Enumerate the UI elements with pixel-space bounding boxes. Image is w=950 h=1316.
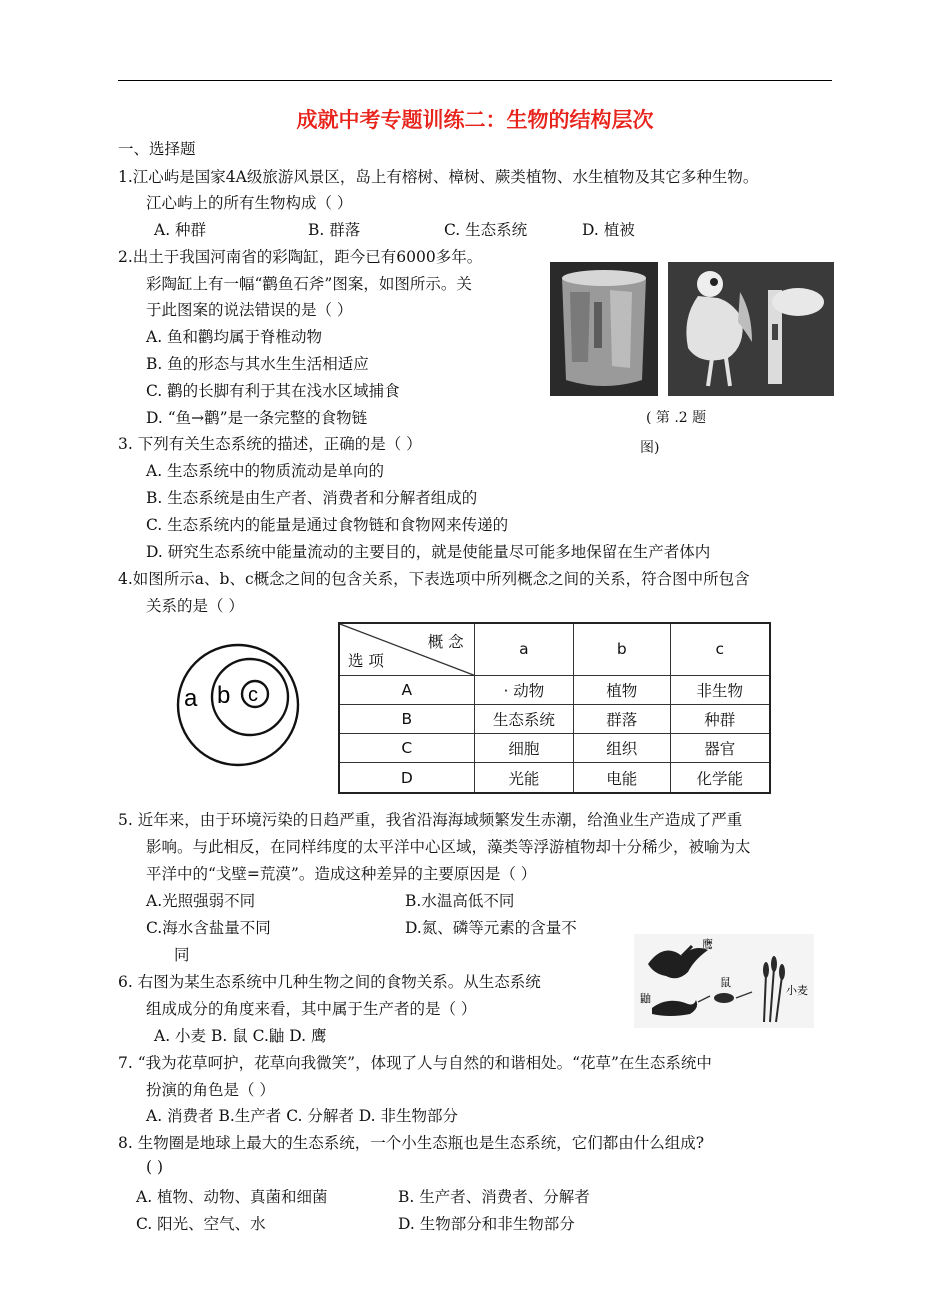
q2-option-d: D. “鱼→鹳”是一条完整的食物链 — [146, 409, 368, 427]
header-rule — [118, 80, 832, 81]
section-heading: 一、选择题 — [118, 140, 196, 158]
q5-option-c: C.海水含盐量不同 — [146, 919, 271, 937]
pottery-jar-photo — [550, 262, 658, 396]
q2-figure-caption: ( 第 .2 题 — [646, 410, 707, 426]
stork-fish-axe-photo — [668, 262, 834, 396]
q2-option-c: C. 鹳的长脚有利于其在浅水区域捕食 — [146, 382, 400, 400]
cell-b: 群落 — [574, 704, 670, 733]
q6-options: A. 小麦 B. 鼠 C.鼬 D. 鹰 — [154, 1027, 327, 1045]
food-chain-figure — [634, 934, 814, 1028]
q2-stem-3: 于此图案的说法错误的是（ ） — [146, 301, 353, 319]
q1-stem: 1.江心屿是国家4A级旅游风景区，岛上有榕树、樟树、蕨类植物、水生植物及其它多种生物。 — [118, 168, 759, 186]
concept-circles-diagram — [172, 616, 304, 792]
row-option: D — [339, 763, 474, 793]
table-row — [339, 675, 770, 704]
header-option: 选 项 — [348, 651, 384, 670]
q2-option-a: A. 鱼和鹳均属于脊椎动物 — [146, 328, 323, 346]
header-col-c: c — [670, 623, 770, 675]
q3-option-a: A. 生态系统中的物质流动是单向的 — [146, 462, 385, 480]
q8-option-c: C. 阳光、空气、水 — [136, 1215, 266, 1233]
cell-a: · 动物 — [474, 675, 573, 704]
eagle-label: 鹰 — [702, 938, 713, 951]
cell-b: 电能 — [574, 763, 670, 793]
q8-option-b: B. 生产者、消费者、分解者 — [398, 1188, 590, 1206]
q3-option-c: C. 生态系统内的能量是通过食物链和食物网来传递的 — [146, 516, 509, 534]
header-col-a: a — [474, 623, 573, 675]
page-title: 成就中考专题训练二：生物的结构层次 — [296, 108, 654, 132]
q8-option-d: D. 生物部分和非生物部分 — [398, 1215, 575, 1233]
circle-a-label: a — [184, 685, 198, 712]
q2-stem-2: 彩陶缸上有一幅“鹳鱼石斧”图案，如图所示。关 — [146, 275, 472, 293]
row-option: B — [339, 704, 474, 733]
q5-option-d: D.氮、磷等元素的含量不 — [405, 919, 577, 937]
q7-options: A. 消费者 B.生产者 C. 分解者 D. 非生物部分 — [146, 1107, 459, 1125]
table-row — [339, 763, 770, 793]
q1-option-b: B. 群落 — [308, 221, 361, 239]
circle-b-label: b — [217, 682, 231, 709]
q3-option-d: D. 研究生态系统中能量流动的主要目的，就是使能量尽可能多地保留在生产者体内 — [146, 543, 711, 561]
q8-stem: 8. 生物圈是地球上最大的生态系统，一个小生态瓶也是生态系统，它们都由什么组成? — [118, 1134, 705, 1152]
q3-stem: 3. 下列有关生态系统的描述，正确的是（ ） — [118, 435, 422, 453]
q2-option-b: B. 鱼的形态与其水生生活相适应 — [146, 355, 369, 373]
cell-b: 植物 — [574, 675, 670, 704]
q5-option-d-cont: 同 — [174, 946, 190, 964]
q1-option-d: D. 植被 — [582, 221, 635, 239]
row-option: A — [339, 675, 474, 704]
q2-stem: 2.出土于我国河南省的彩陶缸，距今已有6000多年。 — [118, 248, 483, 266]
q1-option-c: C. 生态系统 — [444, 221, 528, 239]
weasel-label: 鼬 — [640, 992, 651, 1005]
q6-stem: 6. 右图为某生态系统中几种生物之间的食物关系。从生态系统 — [118, 973, 541, 991]
q5-stem-3: 平洋中的“戈壁=荒漠”。造成这种差异的主要原因是（ ） — [146, 865, 537, 883]
table-row — [339, 704, 770, 733]
q5-stem: 5. 近年来，由于环境污染的日趋严重，我省沿海海域频繁发生赤潮，给渔业生产造成了严重 — [118, 811, 743, 829]
cell-c: 非生物 — [670, 675, 770, 704]
q8-option-a: A. 植物、动物、真菌和细菌 — [136, 1188, 328, 1206]
q2-figure-caption-2: 图) — [640, 440, 660, 456]
cell-b: 组织 — [574, 734, 670, 763]
header-col-b: b — [574, 623, 670, 675]
q3-option-b: B. 生态系统是由生产者、消费者和分解者组成的 — [146, 489, 478, 507]
q5-stem-2: 影响。与此相反，在同样纬度的太平洋中心区域，藻类等浮游植物却十分稀少，被喻为太 — [146, 838, 751, 856]
mouse-icon — [714, 993, 734, 1003]
cell-a: 细胞 — [474, 734, 573, 763]
cell-a: 生态系统 — [474, 704, 573, 733]
q7-stem-2: 扮演的角色是（ ） — [146, 1081, 275, 1099]
cell-c: 化学能 — [670, 763, 770, 793]
q1-stem-2: 江心屿上的所有生物构成（ ） — [146, 194, 353, 212]
circle-c-label: c — [248, 684, 258, 706]
cell-c: 器官 — [670, 734, 770, 763]
cell-a: 光能 — [474, 763, 573, 793]
q1-option-a: A. 种群 — [154, 221, 207, 239]
header-concept: 概 念 — [427, 633, 464, 651]
table-diagonal-header — [339, 623, 474, 675]
q4-stem: 4.如图所示a、b、c概念之间的包含关系，下表选项中所列概念之间的关系，符合图中所包含 — [118, 570, 750, 588]
row-option: C — [339, 734, 474, 763]
table-row — [339, 734, 770, 763]
cell-c: 种群 — [670, 704, 770, 733]
q6-stem-2: 组成成分的角度来看，其中属于生产者的是（ ） — [146, 1000, 477, 1018]
mouse-label: 鼠 — [720, 976, 731, 989]
concept-options-table — [338, 622, 771, 794]
q5-option-b: B.水温高低不同 — [405, 892, 515, 910]
q4-stem-2: 关系的是（ ） — [146, 597, 244, 615]
q7-stem: 7. “我为花草呵护，花草向我微笑”，体现了人与自然的和谐相处。“花草”在生态系统中 — [118, 1054, 712, 1072]
q8-stem-2: ( ) — [146, 1158, 164, 1176]
q5-option-a: A.光照强弱不同 — [146, 892, 256, 910]
wheat-label: 小麦 — [786, 984, 808, 997]
